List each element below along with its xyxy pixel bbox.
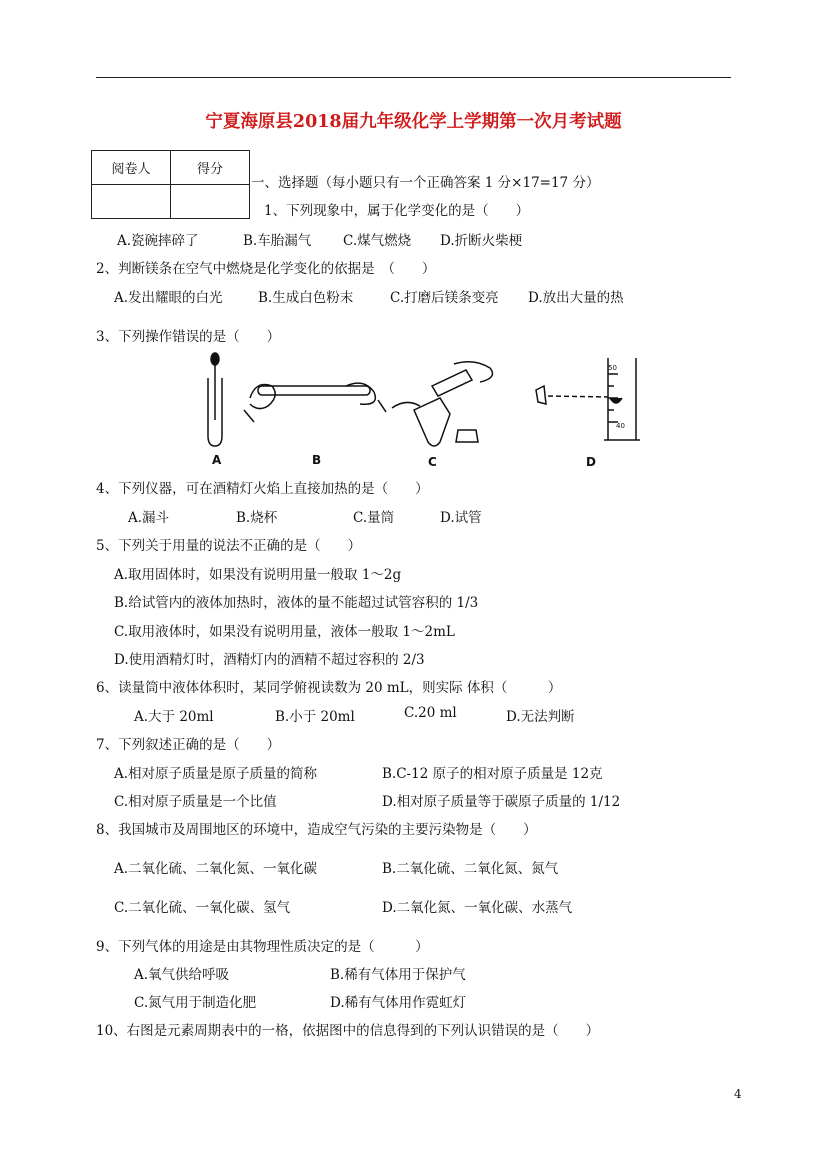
q5-option-a: A.取用固体时，如果没有说明用量一般取 1～2g [114,567,402,583]
page-title: 宁夏海原县2018届九年级化学上学期第一次月考试题 [205,112,622,132]
q6-option-b: B.小于 20ml [275,709,355,725]
q1-option-a: A.瓷碗摔碎了 [117,233,199,249]
score-cell [171,185,250,219]
fig-c-pouring-liquid [392,362,492,446]
q7-option-a: A.相对原子质量是原子质量的简称 [114,766,318,782]
grader-cell [92,185,171,219]
q1-option-d: D.折断火柴梗 [440,233,523,249]
q3-figures [196,350,646,468]
q2-option-c: C.打磨后镁条变亮 [390,290,499,306]
q8-option-a: A.二氧化硫、二氧化氮、一氧化碳 [114,861,318,877]
q4-stem: 4、下列仪器，可在酒精灯火焰上直接加热的是（ ） [96,481,429,497]
q3-stem: 3、下列操作错误的是（ ） [96,329,281,345]
fig-b-hands-holding-tube [244,383,386,422]
q4-option-c: C.量筒 [353,510,395,526]
page-number: 4 [734,1087,742,1101]
q8-stem: 8、我国城市及周围地区的环境中，造成空气污染的主要污染物是（ ） [96,822,537,838]
q9-option-c: C.氮气用于制造化肥 [134,995,257,1011]
cyl-mark-bottom: 40 [616,422,625,430]
header-rule [96,77,731,78]
q2-option-b: B.生成白色粉末 [258,290,354,306]
section-heading: 一、选择题（每小题只有一个正确答案 1 分×17=17 分） [251,175,600,191]
fig-a-dropper-in-tube [208,353,222,446]
q2-option-d: D.放出大量的热 [528,290,624,306]
q7-stem: 7、下列叙述正确的是（ ） [96,737,281,753]
q5-option-b: B.给试管内的液体加热时，液体的量不能超过试管容积的 1/3 [114,595,479,611]
q4-option-a: A.漏斗 [128,510,170,526]
score-table [91,150,250,219]
score-header: 得分 [171,151,250,185]
q4-option-b: B.烧杯 [236,510,278,526]
q7-option-d: D.相对原子质量等于碳原子质量的 1/12 [382,794,621,810]
fig-label-c: C [428,455,437,468]
q5-option-c: C.取用液体时，如果没有说明用量，液体一般取 1～2mL [114,624,455,640]
fig-label-a: A [212,453,222,467]
q8-option-d: D.二氧化氮、一氧化碳、水蒸气 [382,900,573,916]
fig-label-b: B [312,453,322,467]
q9-option-b: B.稀有气体用于保护气 [330,967,466,983]
q9-option-a: A.氧气供给呼吸 [134,967,230,983]
cyl-mark-top: 50 [608,364,617,372]
q6-option-d: D.无法判断 [506,709,575,725]
q2-stem: 2、判断镁条在空气中燃烧是化学变化的依据是 （ ） [96,261,436,277]
q1-stem: 1、下列现象中，属于化学变化的是（ ） [264,203,530,219]
q8-option-c: C.二氧化硫、一氧化碳、氢气 [114,900,291,916]
q6-option-c: C.20 ml [404,705,457,721]
q7-option-c: C.相对原子质量是一个比值 [114,794,277,810]
q10-stem: 10、右图是元素周期表中的一格，依据图中的信息得到的下列认识错误的是（ ） [96,1023,600,1039]
q9-option-d: D.稀有气体用作霓虹灯 [330,995,467,1011]
q7-option-b: B.C-12 原子的相对原子质量是 12克 [382,766,603,782]
q6-option-a: A.大于 20ml [134,709,214,725]
q8-option-b: B.二氧化硫、二氧化氮、氮气 [382,861,559,877]
q1-option-b: B.车胎漏气 [243,233,312,249]
q1-option-c: C.煤气燃烧 [343,233,412,249]
q9-stem: 9、下列气体的用途是由其物理性质决定的是（ ） [96,939,429,955]
q4-option-d: D.试管 [440,510,482,526]
q5-option-d: D.使用酒精灯时，酒精灯内的酒精不超过容积的 2/3 [114,652,425,668]
q5-stem: 5、下列关于用量的说法不正确的是（ ） [96,538,362,554]
q6-stem: 6、读量筒中液体体积时，某同学俯视读数为 20 mL，则实际 体积（ ） [96,680,562,696]
fig-label-d: D [586,455,596,468]
q2-option-a: A.发出耀眼的白光 [114,290,223,306]
grader-header: 阅卷人 [92,151,171,185]
